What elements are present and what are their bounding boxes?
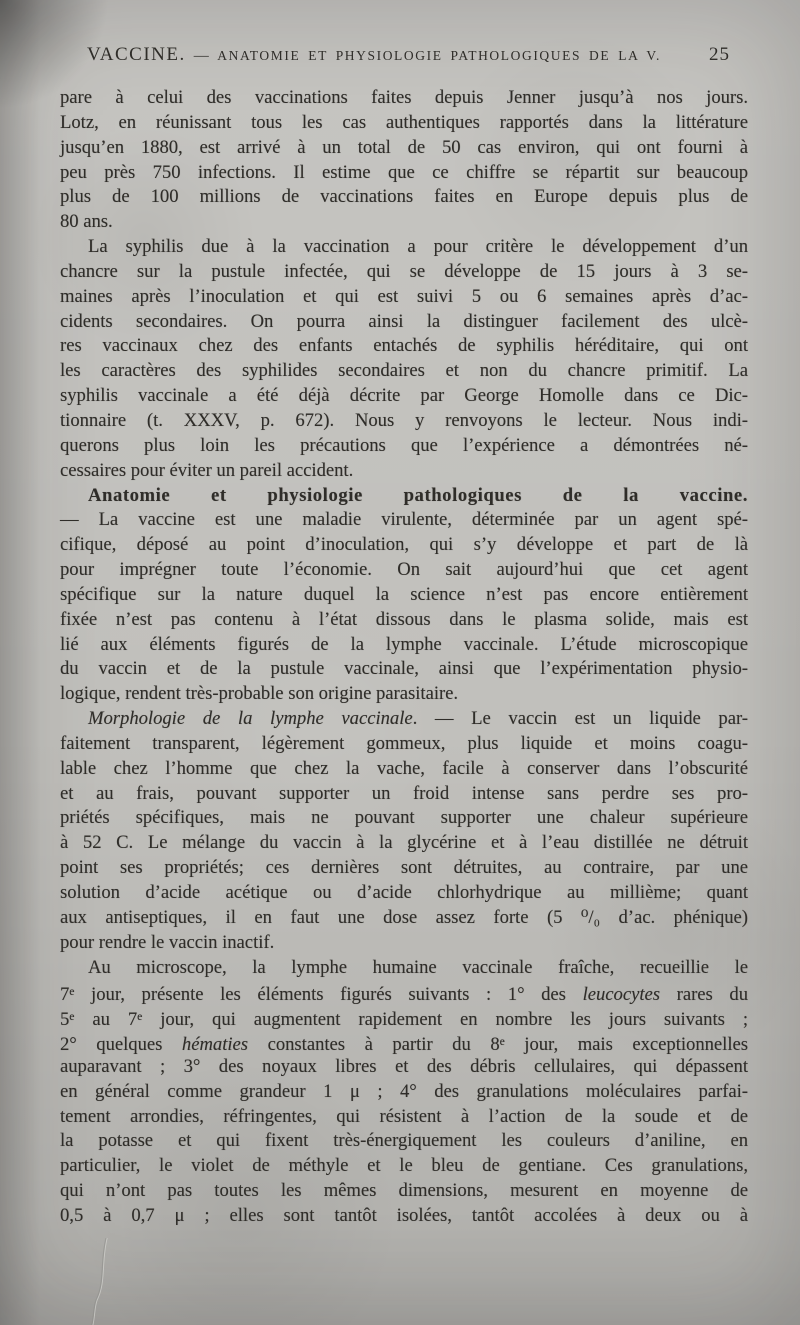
paper-crease [78, 1238, 138, 1325]
text-line: plus de 100 millions de vaccinations faites en Europe depuis plus de [60, 186, 748, 208]
text-line: La syphilis due à la vaccination a pour critère le développement d’un [88, 236, 748, 258]
text-line: tionnaire (t. XXXV, p. 672). Nous y renvoyons le lecteur. Nous indi- [60, 409, 748, 431]
text-line: 80 ans. [60, 211, 113, 233]
text-line: la potasse et qui fixent très-énergiquement les couleurs d’aniline, en [60, 1130, 748, 1152]
text-line: lié aux éléments figurés de la lymphe vaccinale. L’étude microscopique [60, 633, 748, 655]
text-line: cidents secondaires. On pourra ainsi la distinguer facilement des ulcè- [60, 310, 748, 332]
text-line: particulier, le violet de méthyle et le bleu de gentiane. Ces granulations, [60, 1155, 748, 1177]
text-line: spécifique sur la nature duquel la science n’est pas encore entièrement [60, 583, 748, 605]
text-line: cifique, déposé au point d’inoculation, qui s’y développe et part de là [60, 534, 748, 556]
text-line: res vaccinaux chez des enfants entachés de syphilis héréditaire, qui ont [60, 335, 748, 357]
text-line: chancre sur la pustule infectée, qui se développe de 15 jours à 3 se- [60, 260, 748, 282]
text-line: maines après l’inoculation et qui est suivi 5 ou 6 semaines après d’ac- [60, 285, 748, 307]
text-line: 0,5 à 0,7 μ ; elles sont tantôt isolées, tantôt accolées à deux ou à [60, 1204, 748, 1226]
text-line: 7e jour, présente les éléments figurés suivants : 1° des leucocytes rares du [60, 984, 748, 1006]
running-head [60, 44, 748, 70]
text-line: du vaccin et de la pustule vaccinale, ainsi que l’expérimentation physio- [60, 658, 748, 680]
running-subtitle: ANATOMIE ET PHYSIOLOGIE PATHOLOGIQUES DE LA V. [217, 48, 661, 63]
text-line: cessaires pour éviter un pareil accident. [60, 459, 354, 481]
text-line: pour rendre le vaccin inactif. [60, 931, 275, 953]
text-line: Morphologie de la lymphe vaccinale. — Le vaccin est un liquide par- [88, 708, 748, 730]
text-line: en général comme grandeur 1 μ ; 4° des granulations moléculaires parfai- [60, 1080, 748, 1102]
text-line: 2° quelques hématies constantes à partir du 8e jour, mais exceptionnelles [60, 1034, 749, 1056]
text-line: qui n’ont pas toutes les mêmes dimensions, mesurent en moyenne de [60, 1180, 748, 1202]
text-line: faitement transparent, légèrement gommeux, plus liquide et moins coagu- [60, 732, 748, 754]
text-line: querons plus loin les précautions que l’expérience a démontrées né- [60, 434, 748, 456]
text-line: lable chez l’homme que chez la vache, facile à conserver dans l’obscurité [60, 757, 748, 779]
text-line: tement arrondies, réfringentes, qui résistent à l’action de la soude et de [60, 1105, 748, 1127]
text-line: 5e au 7e jour, qui augmentent rapidement en nombre les jours suivants ; [60, 1009, 748, 1031]
text-line: peu près 750 infections. Il estime que ce chiffre se répartit sur beaucoup [60, 161, 748, 183]
text-line: logique, rendent très-probable son origine parasitaire. [60, 683, 459, 705]
text-line: pour imprégner toute l’économie. On sait aujourd’hui que cet agent [60, 559, 748, 581]
text-line: point ses propriétés; ces dernières sont détruites, au contraire, par une [60, 857, 748, 879]
text-line: jusqu’en 1880, est arrivé à un total de 50 cas environ, qui ont fourni à [60, 136, 748, 158]
text-line: fixée n’est pas contenu à l’état dissous dans le plasma solide, mais est [60, 608, 748, 630]
text-line: Lotz, en réunissant tous les cas authentiques rapportés dans la littérature [60, 111, 748, 133]
article-title: VACCINE. [87, 44, 186, 65]
text-line: Au microscope, la lymphe humaine vaccinale fraîche, recueillie le [88, 956, 748, 978]
text-block [60, 86, 748, 1229]
running-head-center [60, 44, 688, 66]
page-number: 25 [709, 44, 730, 65]
text-line: les caractères des syphilides secondaires et non du chancre primitif. La [60, 360, 748, 382]
text-line: — La vaccine est une maladie virulente, déterminée par un agent spé- [60, 509, 748, 531]
text-line: Anatomie et physiologie pathologiques de la vaccine. [88, 484, 748, 506]
text-line: et au frais, pouvant supporter un froid intense sans perdre ses pro- [60, 782, 748, 804]
text-line: aux antiseptiques, il en faut une dose assez forte (5 ⁰/₀ d’ac. phénique) [60, 906, 748, 928]
text-line: à 52 C. Le mélange du vaccin à la glycérine et à l’eau distillée ne détruit [60, 832, 748, 854]
text-line: syphilis vaccinale a été déjà décrite par George Homolle dans ce Dic- [60, 385, 748, 407]
text-line: pare à celui des vaccinations faites depuis Jenner jusqu’à nos jours. [60, 87, 748, 108]
text-line: priétés spécifiques, mais ne pouvant supporter une chaleur supérieure [60, 807, 748, 829]
text-line: auparavant ; 3° des noyaux libres et des débris cellulaires, qui dépassent [60, 1055, 748, 1077]
text-line: solution d’acide acétique ou d’acide chlorhydrique au millième; quant [60, 882, 748, 903]
title-separator: — [193, 48, 210, 64]
